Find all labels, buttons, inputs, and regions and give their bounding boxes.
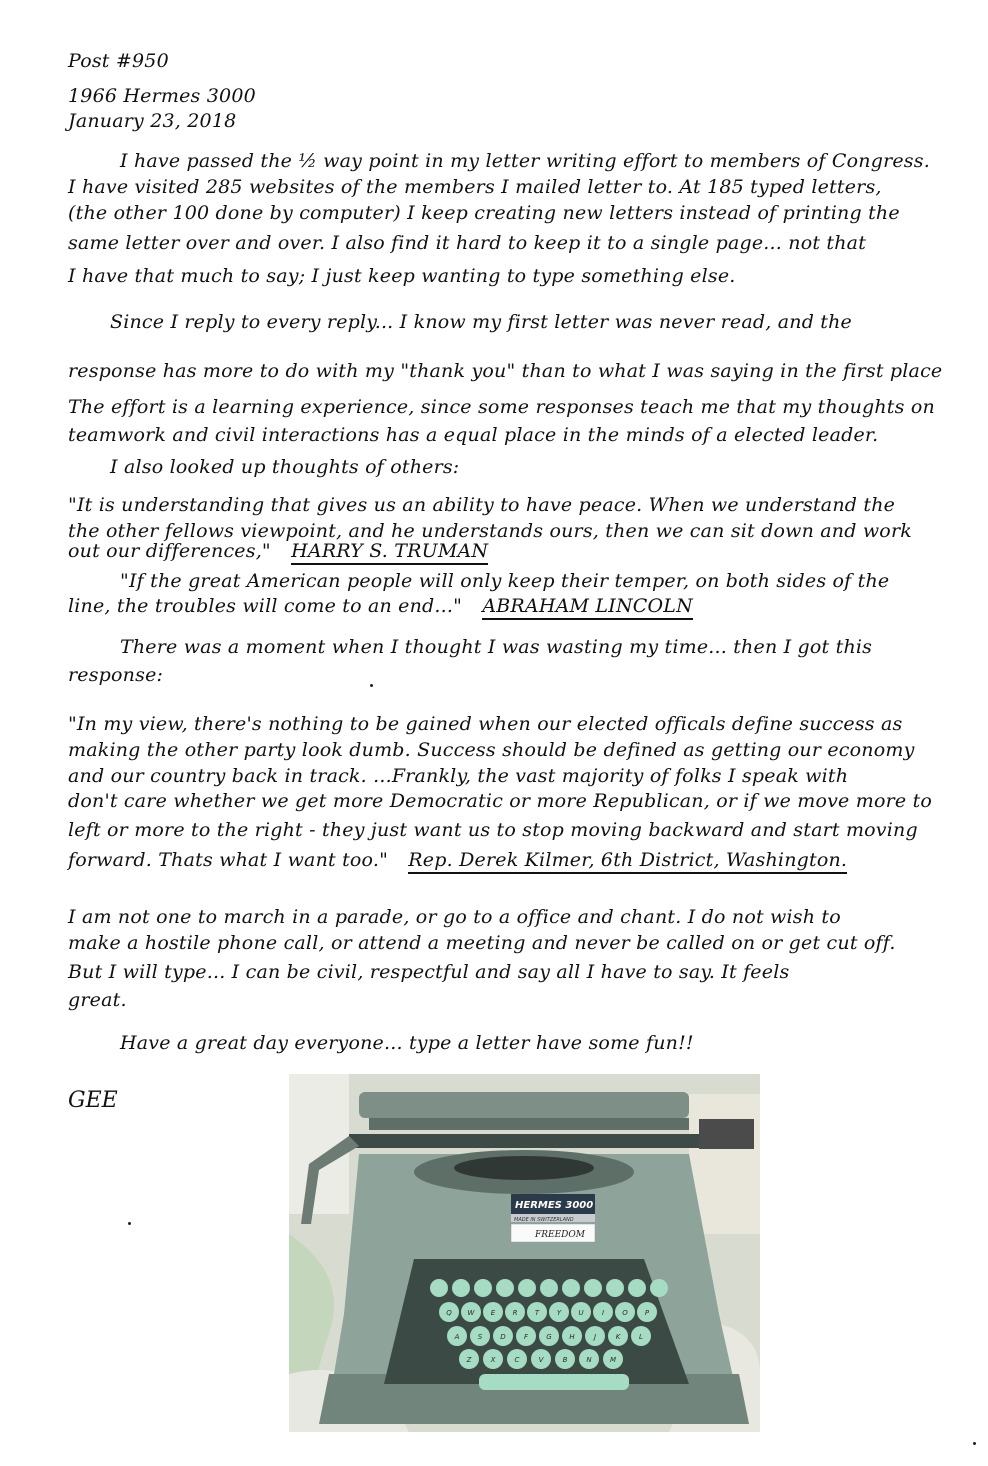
p2-line-2: response has more to do with my "thank you" than to what I was saying in the first place <box>68 360 943 382</box>
p1-line-2: I have visited 285 websites of the members I mailed letter to. At 185 typed letters, <box>68 176 882 198</box>
key-letter: J <box>593 1333 597 1341</box>
key-letter: R <box>512 1309 518 1317</box>
p5-line-2: make a hostile phone call, or attend a meeting and never be called on or get cut off. <box>68 932 896 954</box>
key-letter: Y <box>556 1309 562 1317</box>
ink-speck <box>128 1222 131 1225</box>
quote1-text: out our differences," <box>68 540 271 562</box>
key-letter: O <box>622 1309 628 1317</box>
key-letter: U <box>578 1309 584 1317</box>
quote3-line-4: don't care whether we get more Democratic or more Republican, or if we move more to <box>68 790 933 812</box>
key-letter: I <box>601 1309 605 1317</box>
number-key <box>430 1279 448 1297</box>
quote3-text: forward. Thats what I want too." <box>68 849 389 871</box>
quote2-text: line, the troubles will come to an end..." <box>68 595 463 617</box>
key-letter: W <box>467 1309 475 1317</box>
key-letter: S <box>477 1333 483 1341</box>
closing-line: Have a great day everyone... type a letter have some fun!! <box>120 1032 694 1054</box>
key-letter: Z <box>466 1356 472 1364</box>
p1-line-1: I have passed the ½ way point in my letter writing effort to members of Congress. <box>120 150 930 172</box>
quote2-author: ABRAHAM LINCOLN <box>482 595 693 620</box>
quote1-line-1: "It is understanding that gives us an ability to have peace. When we understand the <box>68 494 896 516</box>
signature: GEE <box>68 1088 118 1113</box>
key-letter: F <box>523 1333 529 1341</box>
number-key <box>540 1279 558 1297</box>
p4-line-1: There was a moment when I thought I was wasting my time... then I got this <box>120 636 873 658</box>
number-key <box>650 1279 668 1297</box>
number-key <box>584 1279 602 1297</box>
key-letter: M <box>609 1356 617 1364</box>
quote3-line-2: making the other party look dumb. Success should be defined as getting our economy <box>68 739 915 761</box>
key-letter: N <box>586 1356 592 1364</box>
key-letter: L <box>639 1333 643 1341</box>
p5-line-3: But I will type... I can be civil, respectful and say all I have to say. It feels <box>68 961 790 983</box>
key-letter: K <box>615 1333 621 1341</box>
key-letter: G <box>546 1333 552 1341</box>
key-letter: Q <box>446 1309 452 1317</box>
key-letter: D <box>500 1333 506 1341</box>
key-letter: H <box>569 1333 575 1341</box>
key-letter: A <box>454 1333 460 1341</box>
letter-date: January 23, 2018 <box>68 110 237 132</box>
ink-speck <box>973 1442 976 1445</box>
p5-line-1: I am not one to march in a parade, or go to a office and chant. I do not wish to <box>68 906 841 928</box>
typewriter-model: 1966 Hermes 3000 <box>68 85 256 107</box>
key-letter: X <box>490 1356 496 1364</box>
post-number: Post #950 <box>68 50 169 72</box>
quote3-line-1: "In my view, there's nothing to be gained when our elected officals define success as <box>68 713 903 735</box>
quote3-author: Rep. Derek Kilmer, 6th District, Washington. <box>408 849 847 874</box>
freedom-label: FREEDOM <box>535 1230 585 1240</box>
quote3-line-3: and our country back in track. ...Frankly, the vast majority of folks I speak with <box>68 765 849 787</box>
quote3-line-5: left or more to the right - they just want us to stop moving backward and start moving <box>68 819 918 841</box>
key-letter: E <box>490 1309 496 1317</box>
quote1-line-2: the other fellows viewpoint, and he understands ours, then we can sit down and work <box>68 520 912 542</box>
typewriter-illustration <box>289 1074 760 1432</box>
key-letter: C <box>514 1356 520 1364</box>
p2-line-1: Since I reply to every reply... I know my first letter was never read, and the <box>110 311 853 333</box>
number-key <box>628 1279 646 1297</box>
number-key <box>562 1279 580 1297</box>
key-letter: V <box>538 1356 544 1364</box>
number-key <box>606 1279 624 1297</box>
ink-speck <box>370 684 373 687</box>
key-letter: T <box>534 1309 540 1317</box>
number-key <box>474 1279 492 1297</box>
p2-line-3: The effort is a learning experience, since some responses teach me that my thoughts on <box>68 396 935 418</box>
p1-line-5: I have that much to say; I just keep wanting to type something else. <box>68 265 736 287</box>
quote3-line-6 <box>68 849 847 871</box>
number-key <box>518 1279 536 1297</box>
key-letter: P <box>644 1309 650 1317</box>
quote1-line-3 <box>68 540 488 562</box>
made-in-label: MADE IN SWITZERLAND <box>514 1217 574 1223</box>
p1-line-3: (the other 100 done by computer) I keep creating new letters instead of printing the <box>68 202 900 224</box>
p3-intro: I also looked up thoughts of others: <box>110 456 460 478</box>
key-letter: B <box>562 1356 568 1364</box>
p1-line-4: same letter over and over. I also find it hard to keep it to a single page... not that <box>68 232 867 254</box>
number-key <box>452 1279 470 1297</box>
p2-line-4: teamwork and civil interactions has a equal place in the minds of a elected leader. <box>68 424 879 446</box>
space-bar <box>479 1374 629 1390</box>
typewriter-photo <box>289 1074 760 1432</box>
p5-line-4: great. <box>68 989 127 1011</box>
brand-badge: HERMES 3000 <box>515 1200 594 1211</box>
p4-line-2: response: <box>68 664 164 686</box>
number-key <box>496 1279 514 1297</box>
quote2-line-1: "If the great American people will only keep their temper, on both sides of the <box>120 570 890 592</box>
quote1-author: HARRY S. TRUMAN <box>291 540 488 565</box>
quote2-line-2 <box>68 595 693 617</box>
